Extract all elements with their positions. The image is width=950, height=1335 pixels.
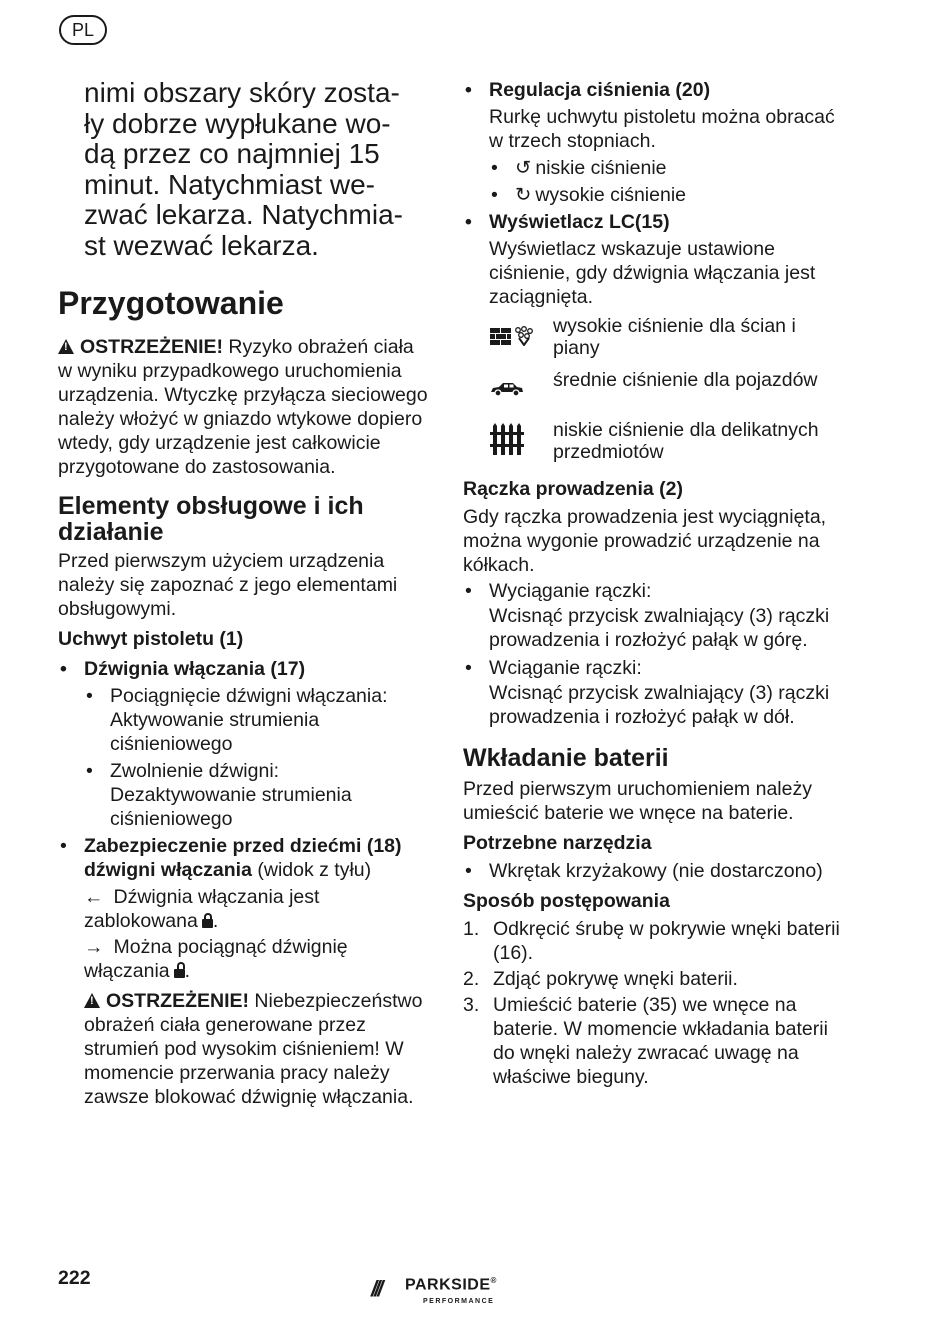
list-item-pull-handle: • Wyciąganie rączki: bbox=[463, 579, 843, 603]
left-column bbox=[58, 78, 430, 1109]
unlocked-period: . bbox=[184, 960, 191, 982]
warning-icon bbox=[58, 339, 74, 354]
logo-subline: PERFORMANCE bbox=[423, 1298, 495, 1305]
battery-text: Przed pierwszym uruchomieniem należy umieścić baterie we wnęce na baterie. bbox=[463, 778, 812, 824]
symbol-row-high bbox=[463, 315, 843, 359]
handle-text: Gdy rączka prowadzenia jest wyciągnięta, można wygonie prowadzić urządzenie na kółkach. bbox=[463, 506, 827, 576]
rotate-cw-icon: ↻ bbox=[515, 184, 532, 206]
step-item bbox=[463, 917, 843, 965]
page-number: 222 bbox=[58, 1267, 91, 1289]
unlocked-state-line bbox=[58, 935, 430, 983]
heading-gun-grip: Uchwyt pistoletu (1) bbox=[58, 628, 244, 650]
symbol-row-mid bbox=[463, 369, 843, 409]
wall-foam-icon bbox=[489, 324, 535, 346]
lock-open-icon bbox=[174, 969, 185, 978]
warning-text: Ryzyko obrażeń ciała w wyniku przypadkowego uruchomienia urządzenia. Wtyczkę przyłącza sieciowego należy włożyć w gniazdo wtykowe dopiero wtedy, gdy urządzenie jest całkowicie przygotowane do zastosowania. bbox=[58, 336, 428, 478]
child-lock-note: (widok z tyłu) bbox=[251, 859, 372, 881]
locked-state-line bbox=[58, 885, 430, 933]
symbol-low-text: niskie ciśnienie dla delikatnych przedmiotów bbox=[553, 419, 819, 463]
child-lock-title: Zabezpieczenie przed dziećmi (18) dźwigni włączania bbox=[84, 835, 402, 881]
pressure-high-text: wysokie ciśnienie bbox=[535, 184, 686, 206]
step-number: 3. bbox=[463, 994, 480, 1016]
list-item-pressure-high bbox=[489, 183, 843, 207]
right-column bbox=[463, 78, 843, 1091]
logo-wordmark: PARKSIDE® bbox=[405, 1276, 497, 1294]
pressure-text: Rurkę uchwytu pistoletu można obracać w trzech stopniach. bbox=[489, 106, 835, 152]
heading-procedure: Sposób postępowania bbox=[463, 890, 670, 912]
step-text: Odkręcić śrubę w pokrywie wnęki baterii (16). bbox=[493, 918, 840, 964]
arrow-left-icon: ← bbox=[84, 886, 104, 908]
list-item-lever-release: • Zwolnienie dźwigni: Dezaktywowanie strumienia ciśnieniowego bbox=[84, 759, 430, 831]
step-item bbox=[463, 993, 843, 1089]
warning-label: OSTRZEŻENIE! bbox=[80, 336, 224, 358]
locked-period: . bbox=[212, 910, 219, 932]
warning-text: Niebezpieczeństwo obrażeń ciała generowane przez strumień pod wysokim ciśnieniem! W momencie przerwania pracy należy zawsze blokować dźwignię włączania. bbox=[84, 990, 423, 1108]
list-item-push-handle: • Wciąganie rączki: bbox=[463, 656, 843, 680]
heading-handle: Rączka prowadzenia (2) bbox=[463, 478, 683, 500]
locked-state-text: Dźwignia włączania jest zablokowana bbox=[84, 886, 320, 932]
pressure-low-text: niskie ciśnienie bbox=[535, 157, 667, 179]
warning-icon bbox=[84, 993, 100, 1008]
list-item-pressure: • Regulacja ciśnienia (20) bbox=[463, 78, 843, 102]
lock-closed-icon bbox=[202, 919, 213, 928]
list-item-pressure-low bbox=[489, 156, 843, 180]
step-number: 2. bbox=[463, 968, 480, 990]
warning-paragraph-2 bbox=[58, 989, 430, 1109]
fence-icon bbox=[489, 422, 525, 456]
push-handle-text: Wcisnąć przycisk zwalniający (3) rączki prowadzenia i rozłożyć pałąk w dół. bbox=[489, 682, 830, 728]
step-text: Umieścić baterie (35) we wnęce na baterie. W momencie wkładania baterii do wnęki należy zwracać uwagę na właściwe bieguny. bbox=[493, 994, 828, 1088]
pull-handle-text: Wcisnąć przycisk zwalniający (3) rączki prowadzenia i rozłożyć pałąk w górę. bbox=[489, 605, 830, 651]
list-item-tool: • Wkrętak krzyżakowy (nie dostarczono) bbox=[463, 859, 843, 883]
warning-paragraph-1 bbox=[58, 335, 430, 479]
intro-text: nimi obszary skóry zosta- ły dobrze wypłukane wo- dą przez co najmniej 15 minut. Natychmiast we- zwać lekarza. Natychmia- st wezwać lekarza. bbox=[84, 77, 403, 261]
car-icon bbox=[489, 379, 525, 399]
list-item-lever: • Dźwignia włączania (17) bbox=[58, 657, 430, 681]
arrow-right-icon: → bbox=[84, 936, 104, 958]
step-number: 1. bbox=[463, 918, 480, 940]
step-text: Zdjąć pokrywę wnęki baterii. bbox=[493, 968, 738, 990]
list-item-lever-pull: • Pociągnięcie dźwigni włączania: Aktywowanie strumienia ciśnieniowego bbox=[84, 684, 430, 756]
heading-preparation: Przygotowanie bbox=[58, 285, 284, 321]
heading-tools: Potrzebne narzędzia bbox=[463, 832, 652, 854]
symbol-mid-text: średnie ciśnienie dla pojazdów bbox=[553, 369, 818, 391]
language-badge: PL bbox=[59, 15, 107, 45]
heading-battery: Wkładanie baterii bbox=[463, 744, 669, 772]
heading-controls: Elementy obsługowe i ich działanie bbox=[58, 492, 364, 546]
controls-intro: Przed pierwszym użyciem urządzenia należy się zapoznać z jego elementami obsługowymi. bbox=[58, 550, 398, 620]
unlocked-state-text: Można pociągnąć dźwignię włączania bbox=[84, 936, 348, 982]
symbol-high-text: wysokie ciśnienie dla ścian i piany bbox=[553, 315, 796, 359]
rotate-ccw-icon: ↺ bbox=[515, 157, 532, 179]
step-item bbox=[463, 967, 843, 991]
symbol-row-low bbox=[463, 419, 843, 463]
warning-label: OSTRZEŻENIE! bbox=[106, 990, 250, 1012]
logo-slashes: /// bbox=[371, 1276, 381, 1301]
lcd-text: Wyświetlacz wskazuje ustawione ciśnienie, gdy dźwignia włączania jest zaciągnięta. bbox=[489, 238, 816, 308]
parkside-logo bbox=[371, 1274, 521, 1308]
list-item-lcd: • Wyświetlacz LC(15) bbox=[463, 210, 843, 234]
list-item-child-lock bbox=[58, 834, 430, 882]
